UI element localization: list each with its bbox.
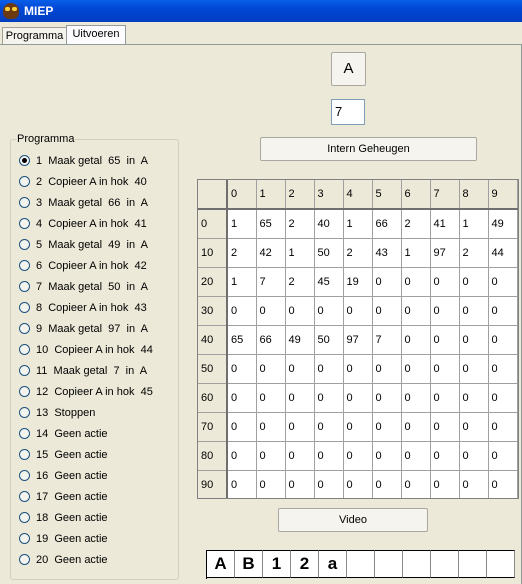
row-header: 0 [198, 209, 227, 239]
row-header: 60 [198, 384, 227, 413]
memory-cell[interactable]: 1 [285, 239, 314, 268]
memory-cell[interactable]: 0 [488, 413, 517, 442]
program-item-label: 13 Stoppen [36, 407, 96, 419]
memory-cell[interactable]: 40 [314, 209, 343, 239]
memory-cell[interactable]: 0 [401, 442, 430, 471]
column-header: 5 [372, 180, 401, 209]
column-header: 7 [430, 180, 459, 209]
memory-cell[interactable]: 0 [285, 413, 314, 442]
memory-cell[interactable]: 19 [343, 268, 372, 297]
memory-cell[interactable]: 0 [488, 384, 517, 413]
radio-button[interactable] [19, 365, 30, 376]
radio-button[interactable] [19, 386, 30, 397]
memory-cell[interactable]: 0 [401, 413, 430, 442]
memory-cell[interactable]: 49 [285, 326, 314, 355]
memory-cell[interactable]: 66 [372, 209, 401, 239]
radio-button[interactable] [19, 407, 30, 418]
column-header: 2 [285, 180, 314, 209]
memory-cell[interactable]: 0 [430, 326, 459, 355]
memory-cell[interactable]: 0 [372, 297, 401, 326]
memory-table [198, 180, 518, 499]
memory-cell[interactable]: 0 [401, 471, 430, 500]
program-item-label: 16 Geen actie [36, 470, 108, 482]
video-output-cell: A [207, 550, 235, 578]
radio-button[interactable] [19, 428, 30, 439]
table-row [198, 209, 517, 239]
memory-cell[interactable]: 0 [488, 268, 517, 297]
column-header: 9 [488, 180, 517, 209]
title-bar [0, 0, 522, 22]
memory-cell[interactable]: 0 [256, 355, 285, 384]
memory-cell[interactable]: 0 [256, 471, 285, 500]
row-header: 50 [198, 355, 227, 384]
video-output-cell [459, 550, 487, 578]
row-header: 40 [198, 326, 227, 355]
memory-cell[interactable]: 0 [459, 355, 488, 384]
memory-cell[interactable]: 0 [314, 384, 343, 413]
memory-cell[interactable]: 50 [314, 326, 343, 355]
memory-cell[interactable]: 0 [343, 413, 372, 442]
memory-cell[interactable]: 2 [285, 209, 314, 239]
memory-cell[interactable]: 0 [227, 297, 256, 326]
column-header: 4 [343, 180, 372, 209]
memory-cell[interactable]: 2 [227, 239, 256, 268]
program-item-label: 17 Geen actie [36, 491, 108, 503]
memory-cell[interactable]: 0 [459, 442, 488, 471]
grid-corner [198, 180, 227, 209]
program-item-label: 18 Geen actie [36, 512, 108, 524]
video-output-cell [347, 550, 375, 578]
memory-cell[interactable]: 0 [227, 413, 256, 442]
video-output-cell [487, 550, 515, 578]
window-title: MIEP [24, 4, 54, 18]
video-output-cell: 2 [291, 550, 319, 578]
program-item-label: 7 Maak getal 50 in A [36, 281, 148, 293]
table-row [198, 239, 517, 268]
memory-cell[interactable]: 50 [314, 239, 343, 268]
memory-cell[interactable]: 0 [488, 326, 517, 355]
memory-cell[interactable]: 0 [401, 326, 430, 355]
table-row [198, 413, 517, 442]
memory-cell[interactable]: 41 [430, 209, 459, 239]
program-item-label: 9 Maak getal 97 in A [36, 323, 148, 335]
memory-cell[interactable]: 0 [314, 297, 343, 326]
memory-cell[interactable]: 0 [459, 471, 488, 500]
memory-cell[interactable]: 2 [285, 268, 314, 297]
video-output-cell [375, 550, 403, 578]
table-row [198, 471, 517, 500]
radio-button[interactable] [19, 491, 30, 502]
memory-cell[interactable]: 0 [430, 442, 459, 471]
radio-button[interactable] [19, 470, 30, 481]
program-item-label: 6 Copieer A in hok 42 [36, 260, 147, 272]
memory-cell[interactable]: 0 [227, 442, 256, 471]
memory-cell[interactable]: 0 [343, 384, 372, 413]
memory-cell[interactable]: 0 [285, 384, 314, 413]
memory-cell[interactable]: 0 [430, 268, 459, 297]
program-item-label: 1 Maak getal 65 in A [36, 155, 148, 167]
table-row [198, 268, 517, 297]
program-item-label: 11 Maak getal 7 in A [36, 365, 148, 377]
tab-uitvoeren[interactable]: Uitvoeren [66, 25, 126, 45]
radio-button[interactable] [19, 512, 30, 523]
video-output-cell: a [319, 550, 347, 578]
row-header: 20 [198, 268, 227, 297]
radio-button[interactable] [19, 218, 30, 229]
radio-button[interactable] [19, 239, 30, 250]
memory-cell[interactable]: 0 [430, 471, 459, 500]
memory-cell[interactable]: 1 [459, 209, 488, 239]
row-header: 90 [198, 471, 227, 500]
memory-cell[interactable]: 0 [459, 384, 488, 413]
memory-cell[interactable]: 0 [314, 413, 343, 442]
program-item-label: 14 Geen actie [36, 428, 108, 440]
memory-cell[interactable]: 0 [372, 471, 401, 500]
memory-cell[interactable]: 0 [285, 355, 314, 384]
memory-cell[interactable]: 0 [227, 471, 256, 500]
memory-cell[interactable]: 0 [343, 297, 372, 326]
table-row [198, 326, 517, 355]
app-icon [3, 3, 19, 19]
memory-cell[interactable]: 43 [372, 239, 401, 268]
memory-cell[interactable]: 97 [430, 239, 459, 268]
memory-cell[interactable]: 0 [256, 442, 285, 471]
column-header: 6 [401, 180, 430, 209]
radio-button[interactable] [19, 260, 30, 271]
memory-cell[interactable]: 0 [488, 442, 517, 471]
video-output-cell: 1 [263, 550, 291, 578]
memory-cell[interactable]: 0 [314, 442, 343, 471]
table-row [198, 384, 517, 413]
memory-cell[interactable]: 0 [430, 297, 459, 326]
memory-cell[interactable]: 0 [459, 297, 488, 326]
program-group-legend: Programma [17, 133, 75, 145]
table-row [198, 355, 517, 384]
memory-cell[interactable]: 0 [488, 355, 517, 384]
memory-cell[interactable]: 1 [401, 239, 430, 268]
memory-cell[interactable]: 1 [227, 268, 256, 297]
radio-button[interactable] [19, 302, 30, 313]
memory-cell[interactable]: 0 [314, 471, 343, 500]
memory-cell[interactable]: 0 [401, 384, 430, 413]
tab-programma[interactable]: Programma [2, 27, 67, 45]
memory-cell[interactable]: 44 [488, 239, 517, 268]
program-item-label: 20 Geen actie [36, 554, 108, 566]
memory-cell[interactable]: 0 [227, 384, 256, 413]
register-a-button[interactable]: A [331, 52, 366, 86]
memory-cell[interactable]: 0 [430, 384, 459, 413]
video-output-strip [206, 550, 338, 579]
memory-cell[interactable]: 0 [256, 384, 285, 413]
memory-cell[interactable]: 0 [430, 413, 459, 442]
program-item-label: 3 Maak getal 66 in A [36, 197, 148, 209]
memory-cell[interactable]: 0 [227, 355, 256, 384]
memory-cell[interactable]: 65 [256, 209, 285, 239]
program-item-label: 4 Copieer A in hok 41 [36, 218, 147, 230]
memory-cell[interactable]: 7 [372, 326, 401, 355]
register-value-field[interactable]: 7 [331, 99, 365, 125]
memory-cell[interactable]: 65 [227, 326, 256, 355]
radio-button[interactable] [19, 176, 30, 187]
memory-cell[interactable]: 0 [256, 297, 285, 326]
memory-cell[interactable]: 0 [459, 326, 488, 355]
memory-cell[interactable]: 0 [285, 297, 314, 326]
radio-button[interactable] [19, 533, 30, 544]
memory-cell[interactable]: 0 [401, 268, 430, 297]
video-output-cell: B [235, 550, 263, 578]
memory-cell[interactable]: 0 [430, 355, 459, 384]
memory-cell[interactable]: 0 [372, 384, 401, 413]
program-item-label: 2 Copieer A in hok 40 [36, 176, 147, 188]
memory-cell[interactable]: 0 [372, 268, 401, 297]
intern-geheugen-button[interactable]: Intern Geheugen [260, 137, 477, 161]
table-row [198, 297, 517, 326]
table-row [198, 442, 517, 471]
memory-cell[interactable]: 0 [459, 268, 488, 297]
memory-cell[interactable]: 0 [256, 413, 285, 442]
memory-cell[interactable]: 0 [343, 442, 372, 471]
radio-button[interactable] [19, 344, 30, 355]
program-item-label: 15 Geen actie [36, 449, 108, 461]
memory-cell[interactable]: 1 [343, 209, 372, 239]
video-button[interactable]: Video [278, 508, 428, 532]
memory-cell[interactable]: 0 [314, 355, 343, 384]
memory-cell[interactable]: 42 [256, 239, 285, 268]
row-header: 70 [198, 413, 227, 442]
memory-cell[interactable]: 45 [314, 268, 343, 297]
radio-button[interactable] [19, 281, 30, 292]
video-output-cell [431, 550, 459, 578]
column-header: 1 [256, 180, 285, 209]
memory-cell[interactable]: 2 [343, 239, 372, 268]
memory-cell[interactable]: 0 [401, 355, 430, 384]
memory-cell[interactable]: 0 [488, 471, 517, 500]
radio-button[interactable] [19, 197, 30, 208]
memory-cell[interactable]: 0 [343, 471, 372, 500]
video-output-cell [403, 550, 431, 578]
radio-button[interactable] [19, 155, 30, 166]
memory-cell[interactable]: 66 [256, 326, 285, 355]
memory-cell[interactable]: 0 [488, 297, 517, 326]
memory-grid[interactable] [197, 179, 519, 499]
memory-cell[interactable]: 49 [488, 209, 517, 239]
memory-cell[interactable]: 97 [343, 326, 372, 355]
program-item-label: 5 Maak getal 49 in A [36, 239, 148, 251]
program-item-label: 10 Copieer A in hok 44 [36, 344, 153, 356]
memory-cell[interactable]: 1 [227, 209, 256, 239]
memory-cell[interactable]: 2 [401, 209, 430, 239]
radio-button[interactable] [19, 323, 30, 334]
memory-cell[interactable]: 0 [372, 355, 401, 384]
program-item-label: 8 Copieer A in hok 43 [36, 302, 147, 314]
memory-cell[interactable]: 0 [459, 413, 488, 442]
column-header: 8 [459, 180, 488, 209]
memory-cell[interactable]: 2 [459, 239, 488, 268]
memory-cell[interactable]: 7 [256, 268, 285, 297]
radio-button[interactable] [19, 449, 30, 460]
program-item-label: 19 Geen actie [36, 533, 108, 545]
row-header: 10 [198, 239, 227, 268]
program-item-label: 12 Copieer A in hok 45 [36, 386, 153, 398]
memory-cell[interactable]: 0 [372, 442, 401, 471]
row-header: 80 [198, 442, 227, 471]
memory-cell[interactable]: 0 [372, 413, 401, 442]
column-header: 3 [314, 180, 343, 209]
memory-cell[interactable]: 0 [285, 471, 314, 500]
row-header: 30 [198, 297, 227, 326]
column-header: 0 [227, 180, 256, 209]
memory-cell[interactable]: 0 [343, 355, 372, 384]
memory-cell[interactable]: 0 [401, 297, 430, 326]
radio-button[interactable] [19, 554, 30, 565]
memory-cell[interactable]: 0 [285, 442, 314, 471]
